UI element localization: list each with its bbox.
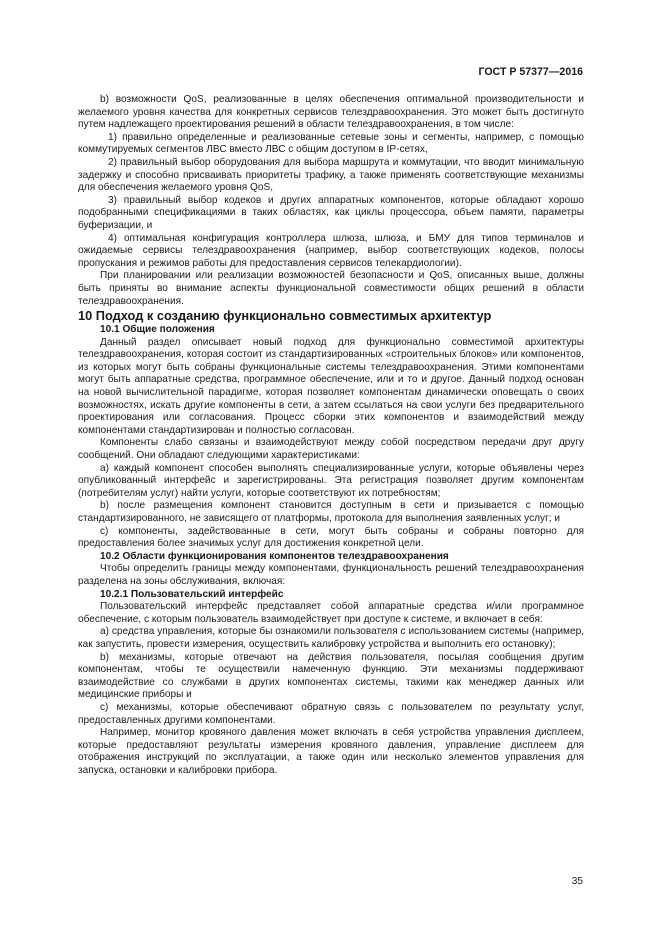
section-heading: 10 Подход к созданию функционально совместимых архитектур: [78, 308, 492, 324]
subsubsection-heading: 10.2.1 Пользовательский интерфейс: [100, 588, 284, 600]
body-paragraph: Компоненты слабо связаны и взаимодействуют между собой посредством передачи друг другу сообщений. Они обладают следующими характеристиками:: [78, 437, 584, 462]
list-item: 3) правильный выбор кодеков и других аппаратных компонентов, которые обладают хорошо подобранными спецификациями в таких областях, как циклы процессора, объем памяти, параметры буферизации, и: [78, 194, 584, 231]
body-paragraph: b) возможности QoS, реализованные в целях обеспечения оптимальной производительности и желаемого уровня качества для конкретных сервисов телездравоохранения. Это может быть достигнуто путем надлежащего проектирования решений в области телездравоохранения, в том числе:: [78, 94, 584, 131]
list-item: с) компоненты, задействованные в сети, могут быть собраны и собраны повторно для предоставления более значимых услуг для достижения конкретной цели.: [78, 525, 584, 550]
document-id-header: ГОСТ Р 57377—2016: [478, 66, 583, 78]
body-paragraph: Чтобы определить границы между компонентами, функциональность решений телездравоохранения разделена на зоны обслуживания, включая:: [78, 563, 584, 587]
list-item: а) средства управления, которые бы ознакомили пользователя с использованием системы (например, как запустить, провести измерения, осуществить калибровку устройства и выполнить его остановку);: [78, 626, 584, 650]
body-paragraph: Данный раздел описывает новый подход для функционально совместимой архитектуры телездравоохранения, которая состоит из стандартизированных «строительных блоков» или компонентов, из которых могут быть собраны функциональные системы телездравоохранения. Этими компонентами могут быть аппаратные средства, программное обеспечение, или и то и другое. Данный подход основан на новой вычислительной парадигме, которая позволяет компонентам динамически оповещать о своих возможностях, искать другие компоненты в сети, а затем ссылаться на свои услуги без предварительного проектирования или согласования. Процесс сборки этих компонентов и взаимодействий между компонентами стандартизирован и полностью согласован.: [78, 336, 584, 436]
list-item: с) механизмы, которые обеспечивают обратную связь с пользователем по результату услуг, предоставленных другими компонентами.: [78, 701, 584, 726]
list-item: 2) правильный выбор оборудования для выбора маршрута и коммутации, что вводит минимальную задержку и способно присваивать приоритеты трафику, а также применять соответствующие механизмы для обеспечения желаемого уровня QoS,: [78, 156, 584, 194]
list-item: b) после размещения компонент становится доступным в сети и призывается с помощью стандартизированного, не зависящего от платформы, протокола для выполнения заявленных услуг; и: [78, 500, 584, 524]
body-paragraph: При планировании или реализации возможностей безопасности и QoS, описанных выше, должны быть приняты во внимание аспекты функциональной совместимости общих решений в области телездравоохранения.: [78, 270, 584, 307]
page-body: [78, 94, 584, 777]
subsection-heading: 10.2 Области функционирования компонентов телездравоохранения: [100, 550, 449, 562]
list-item: 4) оптимальная конфигурация контроллера шлюза, шлюза, и БМУ для типов терминалов и ожидаемые сервисы телездравоохранения (например, выбор соответствующих кодеков, полосы пропускания и режимов работы для предоставления сервисов телекардиологии).: [78, 232, 584, 269]
list-item: а) каждый компонент способен выполнять специализированные услуги, которые объявлены через опубликованный интерфейс и зарегистрированы. Эта регистрация позволяет другим компонентам (потребителям услуг) найти услуги, которые соответствуют их потребностям;: [78, 462, 584, 499]
list-item: b) механизмы, которые отвечают на действия пользователя, посылая сообщения другим компонентам, чтобы те осуществили намеченную функцию. Эти механизмы поддерживают взаимодействие со службами в других компонентах системы, такими как менеджер данных или медицинские приборы и: [78, 651, 584, 701]
list-item: 1) правильно определенные и реализованные сетевые зоны и сегменты, например, с помощью коммутируемых сегментов ЛВС вместо ЛВС с общим доступом в IP-сетях,: [78, 131, 584, 156]
body-paragraph: Пользовательский интерфейс представляет собой аппаратные средства и/или программное обеспечение, с которым пользователь взаимодействует при доступе к системе, и включает в себя:: [78, 601, 584, 625]
body-paragraph: Например, монитор кровяного давления может включать в себя устройства управления дисплеем, которые предоставляют результаты измерения кровяного давления, управление дисплеем для отображения инструкций по эксплуатации, а также один или несколько элементов управления для запуска, остановки и калибровки прибора.: [78, 727, 584, 776]
subsection-heading: 10.1 Общие положения: [100, 324, 215, 336]
page-number: 35: [571, 876, 583, 887]
